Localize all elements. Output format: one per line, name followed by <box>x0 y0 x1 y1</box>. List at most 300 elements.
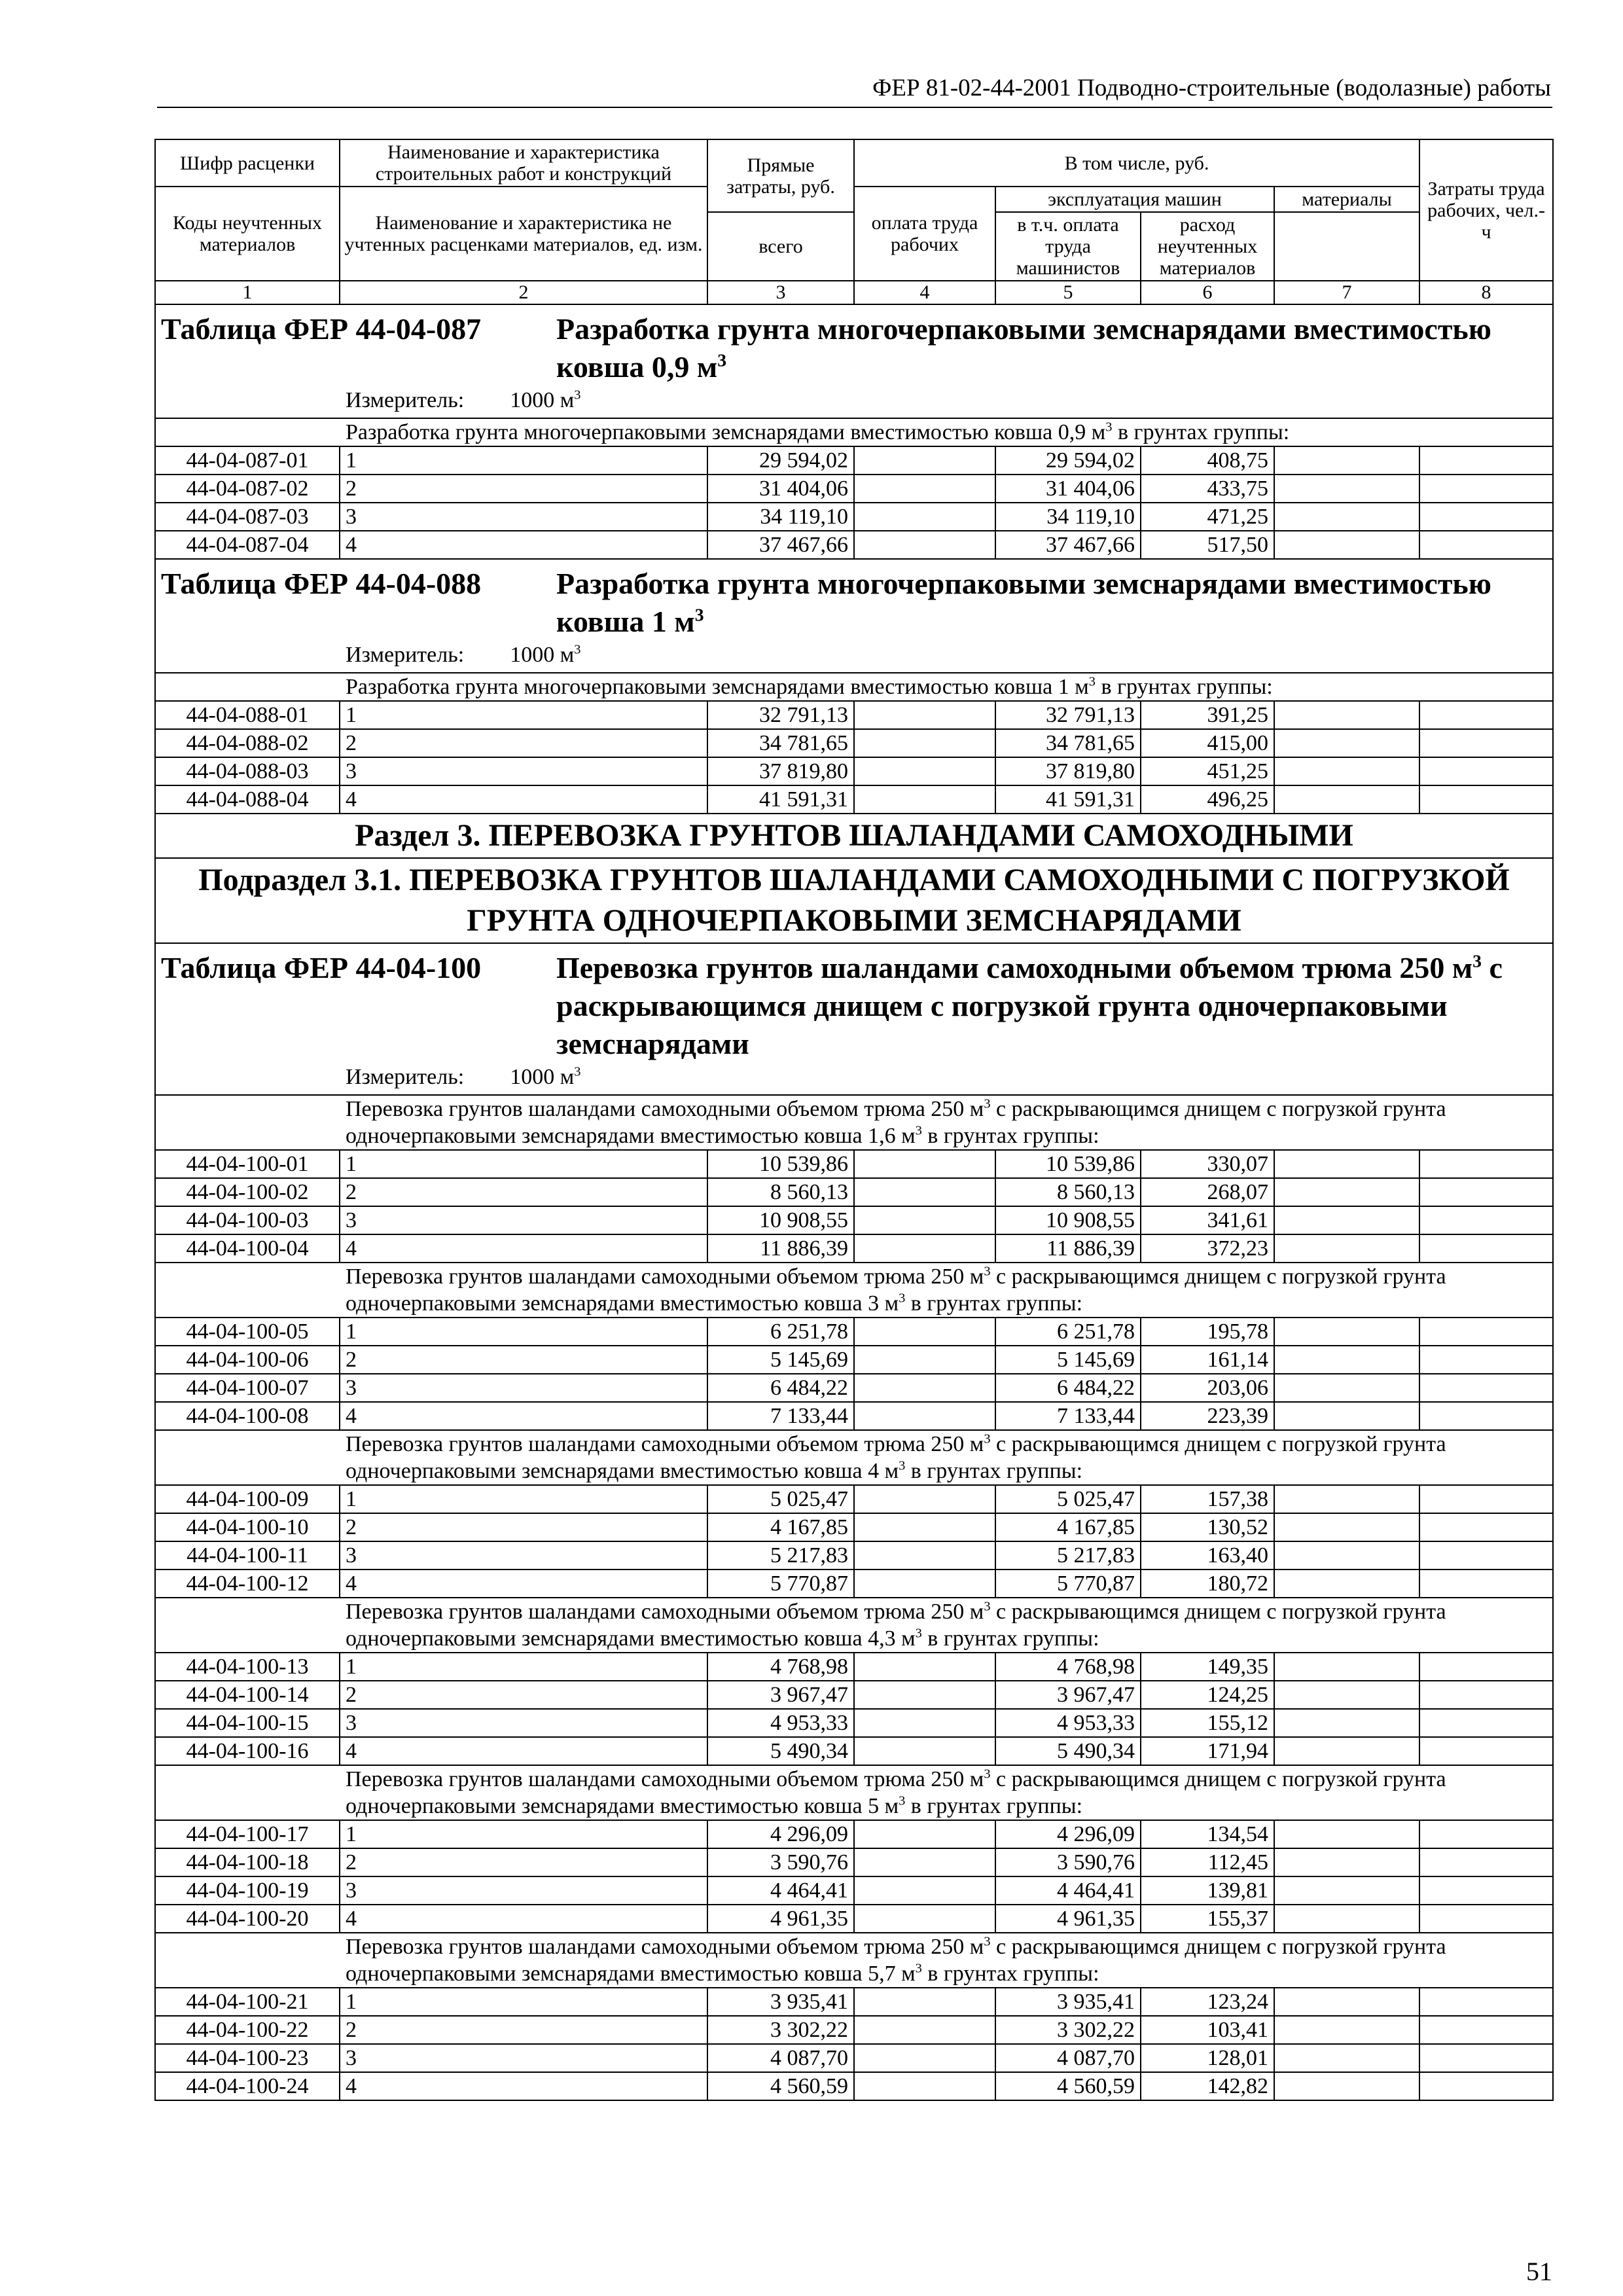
direct-cost: 4 087,70 <box>707 2044 854 2072</box>
machinist-pay: 155,37 <box>1141 1905 1274 1933</box>
table-row <box>155 2044 1553 2072</box>
measure-line <box>161 386 1547 415</box>
machinist-pay: 163,40 <box>1141 1541 1274 1570</box>
direct-cost: 11 886,39 <box>707 1234 854 1263</box>
group-cell <box>155 673 1553 701</box>
rate-name: 1 <box>340 1485 707 1513</box>
rate-name: 3 <box>340 1541 707 1570</box>
machine-cost: 5 217,83 <box>995 1541 1141 1570</box>
machinist-pay: 123,24 <box>1141 1988 1274 2016</box>
machinist-pay: 155,12 <box>1141 1709 1274 1737</box>
page-number: 51 <box>1526 2257 1552 2286</box>
materials-cost <box>1274 1374 1419 1402</box>
measure-label: Измеритель: <box>346 388 465 412</box>
measure-value <box>464 388 580 412</box>
machine-cost: 11 886,39 <box>995 1234 1141 1263</box>
table-body <box>155 304 1553 2100</box>
rate-code: 44-04-100-13 <box>155 1653 340 1681</box>
col-machines-header: эксплуатация машин <box>995 187 1274 212</box>
rate-code: 44-04-100-10 <box>155 1513 340 1541</box>
materials-cost <box>1274 1737 1419 1765</box>
table-row <box>155 1513 1553 1541</box>
group-text-after: в грунтах группы: <box>1112 420 1290 444</box>
machinist-pay: 372,23 <box>1141 1234 1274 1263</box>
materials-cost <box>1274 2044 1419 2072</box>
rate-name: 1 <box>340 1820 707 1848</box>
materials-cost <box>1274 1234 1419 1263</box>
labor-hours <box>1419 1206 1553 1234</box>
rate-name: 1 <box>340 1318 707 1346</box>
materials-cost <box>1274 1513 1419 1541</box>
rate-name: 2 <box>340 2016 707 2044</box>
labor-hours <box>1419 1681 1553 1709</box>
table-row <box>155 1820 1553 1848</box>
labor-pay <box>854 1541 995 1570</box>
table-row <box>155 1178 1553 1206</box>
labor-hours <box>1419 1848 1553 1876</box>
rate-code: 44-04-100-18 <box>155 1848 340 1876</box>
col-number: 7 <box>1274 281 1419 304</box>
rate-name: 2 <box>340 1848 707 1876</box>
direct-cost: 4 961,35 <box>707 1905 854 1933</box>
labor-pay <box>854 1570 995 1598</box>
labor-hours <box>1419 1541 1553 1570</box>
materials-cost <box>1274 1485 1419 1513</box>
group-row <box>155 1598 1553 1653</box>
machine-cost: 5 025,47 <box>995 1485 1141 1513</box>
group-text-after: в грунтах группы: <box>921 1962 1099 1986</box>
section-heading: Подраздел 3.1. ПЕРЕВОЗКА ГРУНТОВ ШАЛАНДАМИ САМОХОДНЫМИ С ПОГРУЗКОЙ ГРУНТА ОДНОЧЕРПАКОВЫМИ ЗЕМСНАРЯДАМИ <box>155 858 1553 943</box>
machinist-pay: 451,25 <box>1141 757 1274 785</box>
materials-cost <box>1274 1681 1419 1709</box>
machine-cost: 41 591,31 <box>995 785 1141 814</box>
group-sup: 3 <box>915 1961 922 1976</box>
machinist-pay: 433,75 <box>1141 475 1274 503</box>
group-cell <box>155 1430 1553 1485</box>
machine-cost: 3 302,22 <box>995 2016 1141 2044</box>
machine-cost: 4 768,98 <box>995 1653 1141 1681</box>
table-row <box>155 1541 1553 1570</box>
group-sup: 3 <box>899 1458 906 1473</box>
machine-cost: 4 167,85 <box>995 1513 1141 1541</box>
table-head <box>155 139 1553 304</box>
group-caption <box>161 1598 1547 1652</box>
machine-cost: 3 590,76 <box>995 1848 1141 1876</box>
direct-cost: 4 296,09 <box>707 1820 854 1848</box>
labor-pay <box>854 701 995 729</box>
table-row <box>155 1653 1553 1681</box>
labor-pay <box>854 785 995 814</box>
group-row <box>155 1095 1553 1150</box>
table-title-row <box>155 559 1553 673</box>
group-caption <box>161 673 1547 700</box>
group-sup: 3 <box>1105 420 1113 435</box>
labor-hours <box>1419 2044 1553 2072</box>
table-name-after: с раскрывающимся днищем с погрузкой грунта одночерпаковыми земснарядами <box>556 951 1503 1060</box>
group-sup: 3 <box>1088 674 1096 689</box>
labor-pay <box>854 1681 995 1709</box>
machinist-pay: 171,94 <box>1141 1737 1274 1765</box>
machinist-pay: 408,75 <box>1141 446 1274 475</box>
table-row <box>155 757 1553 785</box>
rate-code: 44-04-100-17 <box>155 1820 340 1848</box>
machine-cost: 29 594,02 <box>995 446 1141 475</box>
section-heading: Раздел 3. ПЕРЕВОЗКА ГРУНТОВ ШАЛАНДАМИ САМОХОДНЫМИ <box>155 814 1553 858</box>
table-name-sup: 3 <box>694 604 704 625</box>
direct-cost: 3 935,41 <box>707 1988 854 2016</box>
group-text: Перевозка грунтов шаландами самоходными объемом трюма 250 м <box>346 1935 984 1959</box>
labor-hours <box>1419 2072 1553 2100</box>
materials-cost <box>1274 1206 1419 1234</box>
table-row <box>155 1346 1553 1374</box>
machinist-pay: 195,78 <box>1141 1318 1274 1346</box>
direct-cost: 4 560,59 <box>707 2072 854 2100</box>
labor-hours <box>1419 1876 1553 1905</box>
machine-cost: 34 781,65 <box>995 729 1141 757</box>
rate-code: 44-04-100-07 <box>155 1374 340 1402</box>
direct-cost: 31 404,06 <box>707 475 854 503</box>
direct-cost: 7 133,44 <box>707 1402 854 1430</box>
rate-name: 3 <box>340 757 707 785</box>
table-title-row <box>155 304 1553 418</box>
labor-hours <box>1419 475 1553 503</box>
table-row <box>155 1402 1553 1430</box>
labor-pay <box>854 1737 995 1765</box>
table-row <box>155 1485 1553 1513</box>
materials-cost <box>1274 1709 1419 1737</box>
table-code: Таблица ФЕР 44-04-088 <box>161 567 482 600</box>
labor-hours <box>1419 446 1553 475</box>
rate-code: 44-04-088-02 <box>155 729 340 757</box>
labor-hours <box>1419 1653 1553 1681</box>
labor-hours <box>1419 1178 1553 1206</box>
rate-code: 44-04-100-23 <box>155 2044 340 2072</box>
table-row <box>155 701 1553 729</box>
col-materials-header: материалы <box>1274 187 1419 212</box>
labor-pay <box>854 1178 995 1206</box>
labor-hours <box>1419 1485 1553 1513</box>
group-row <box>155 1263 1553 1318</box>
table-name-text: Перевозка грунтов шаландами самоходными объемом трюма 250 м <box>556 951 1473 984</box>
group-text: Перевозка грунтов шаландами самоходными объемом трюма 250 м <box>346 1600 984 1624</box>
col-materials-sub-header: расход неучтенных материалов <box>1141 212 1274 281</box>
measure-value <box>464 1065 580 1089</box>
labor-pay <box>854 1513 995 1541</box>
group-cell <box>155 1095 1553 1150</box>
rate-name: 2 <box>340 729 707 757</box>
table-row <box>155 729 1553 757</box>
machine-cost: 10 539,86 <box>995 1150 1141 1178</box>
table-title-cell <box>155 943 1553 1095</box>
rates-table <box>154 139 1554 2101</box>
machinist-pay: 330,07 <box>1141 1150 1274 1178</box>
measure-value-text: 1000 м <box>510 643 575 667</box>
col-machinists-header: в т.ч. оплата труда машинистов <box>995 212 1141 281</box>
labor-pay <box>854 1820 995 1848</box>
group-text-after: в грунтах группы: <box>1095 675 1273 699</box>
rate-name: 2 <box>340 1513 707 1541</box>
table-title-cell <box>155 304 1553 418</box>
labor-pay <box>854 1150 995 1178</box>
measure-label: Измеритель: <box>346 643 465 667</box>
labor-pay <box>854 1374 995 1402</box>
machinist-pay: 415,00 <box>1141 729 1274 757</box>
labor-pay <box>854 1485 995 1513</box>
table-row <box>155 475 1553 503</box>
table-title <box>161 310 1547 386</box>
labor-hours <box>1419 1318 1553 1346</box>
direct-cost: 37 819,80 <box>707 757 854 785</box>
group-caption <box>161 1096 1547 1149</box>
machine-cost: 3 967,47 <box>995 1681 1141 1709</box>
group-text-after: в грунтах группы: <box>905 1794 1083 1818</box>
col-number: 1 <box>155 281 340 304</box>
machine-cost: 6 484,22 <box>995 1374 1141 1402</box>
group-caption <box>161 1933 1547 1987</box>
labor-hours <box>1419 1709 1553 1737</box>
rate-name: 4 <box>340 1737 707 1765</box>
direct-cost: 34 119,10 <box>707 503 854 531</box>
direct-cost: 3 302,22 <box>707 2016 854 2044</box>
labor-pay <box>854 2016 995 2044</box>
labor-pay <box>854 1653 995 1681</box>
materials-cost <box>1274 1653 1419 1681</box>
materials-cost <box>1274 1570 1419 1598</box>
labor-pay <box>854 1876 995 1905</box>
table-row <box>155 1905 1553 1933</box>
labor-pay <box>854 1988 995 2016</box>
labor-hours <box>1419 1570 1553 1598</box>
labor-pay <box>854 757 995 785</box>
direct-cost: 3 967,47 <box>707 1681 854 1709</box>
rate-code: 44-04-100-01 <box>155 1150 340 1178</box>
labor-hours <box>1419 1513 1553 1541</box>
table-name <box>556 310 1547 386</box>
machinist-pay: 496,25 <box>1141 785 1274 814</box>
labor-hours <box>1419 1820 1553 1848</box>
labor-hours <box>1419 503 1553 531</box>
table-row <box>155 1848 1553 1876</box>
group-text-after: в грунтах группы: <box>921 1124 1099 1148</box>
rate-code: 44-04-088-03 <box>155 757 340 785</box>
machinist-pay: 149,35 <box>1141 1653 1274 1681</box>
group-text-after: с раскрывающимся днищем с погрузкой грунта одночерпаковыми земснарядами вместимостью ковша 5,7 м <box>346 1935 1446 1986</box>
measure-value <box>464 643 580 667</box>
machine-cost: 5 770,87 <box>995 1570 1141 1598</box>
materials-cost <box>1274 1346 1419 1374</box>
direct-cost: 37 467,66 <box>707 531 854 559</box>
group-caption <box>161 1263 1547 1317</box>
machine-cost: 5 490,34 <box>995 1737 1141 1765</box>
col-machines-total-header: всего <box>707 212 854 281</box>
table-name-text: Разработка грунта многочерпаковыми земснарядами вместимостью ковша 0,9 м <box>556 312 1491 384</box>
table-code: Таблица ФЕР 44-04-100 <box>161 951 482 984</box>
col-code-header: Шифр расценки <box>155 139 340 187</box>
rate-code: 44-04-100-21 <box>155 1988 340 2016</box>
materials-cost <box>1274 729 1419 757</box>
direct-cost: 5 145,69 <box>707 1346 854 1374</box>
group-sup: 3 <box>899 1291 906 1306</box>
machine-cost: 37 819,80 <box>995 757 1141 785</box>
machinist-pay: 180,72 <box>1141 1570 1274 1598</box>
rate-code: 44-04-100-24 <box>155 2072 340 2100</box>
rate-name: 2 <box>340 475 707 503</box>
group-text: Перевозка грунтов шаландами самоходными объемом трюма 250 м <box>346 1265 984 1289</box>
table-row <box>155 1234 1553 1263</box>
labor-hours <box>1419 2016 1553 2044</box>
measure-line <box>161 1063 1547 1092</box>
rate-code: 44-04-100-19 <box>155 1876 340 1905</box>
labor-pay <box>854 446 995 475</box>
table-row <box>155 1206 1553 1234</box>
rate-name: 4 <box>340 2072 707 2100</box>
group-cell <box>155 418 1553 446</box>
labor-hours <box>1419 531 1553 559</box>
rate-name: 3 <box>340 1206 707 1234</box>
group-sup: 3 <box>984 1264 991 1279</box>
labor-pay <box>854 475 995 503</box>
materials-cost <box>1274 701 1419 729</box>
labor-pay <box>854 1346 995 1374</box>
group-text-after: с раскрывающимся днищем с погрузкой грунта одночерпаковыми земснарядами вместимостью ковша 1,6 м <box>346 1097 1446 1148</box>
labor-hours <box>1419 757 1553 785</box>
rate-code: 44-04-088-04 <box>155 785 340 814</box>
direct-cost: 6 251,78 <box>707 1318 854 1346</box>
group-cell <box>155 1933 1553 1988</box>
group-sup: 3 <box>984 1431 991 1446</box>
rate-name: 3 <box>340 1709 707 1737</box>
labor-pay <box>854 1848 995 1876</box>
col-number: 2 <box>340 281 707 304</box>
materials-cost <box>1274 2072 1419 2100</box>
group-cell <box>155 1598 1553 1653</box>
table-title-cell <box>155 559 1553 673</box>
materials-cost <box>1274 1905 1419 1933</box>
table-row <box>155 446 1553 475</box>
table-row <box>155 1988 1553 2016</box>
measure-line <box>161 641 1547 670</box>
direct-cost: 32 791,13 <box>707 701 854 729</box>
direct-cost: 4 768,98 <box>707 1653 854 1681</box>
group-text-after: в грунтах группы: <box>905 1291 1083 1316</box>
group-caption <box>161 419 1547 446</box>
machine-cost: 4 296,09 <box>995 1820 1141 1848</box>
direct-cost: 10 539,86 <box>707 1150 854 1178</box>
labor-hours <box>1419 1905 1553 1933</box>
machine-cost: 7 133,44 <box>995 1402 1141 1430</box>
machine-cost: 4 464,41 <box>995 1876 1141 1905</box>
group-sup: 3 <box>984 1767 991 1782</box>
direct-cost: 4 464,41 <box>707 1876 854 1905</box>
rate-code: 44-04-087-01 <box>155 446 340 475</box>
table-row <box>155 1318 1553 1346</box>
table-title-row <box>155 943 1553 1095</box>
machine-cost: 5 145,69 <box>995 1346 1141 1374</box>
group-caption <box>161 1431 1547 1484</box>
group-text-after: с раскрывающимся днищем с погрузкой грунта одночерпаковыми земснарядами вместимостью ковша 3 м <box>346 1265 1446 1316</box>
machinist-pay: 157,38 <box>1141 1485 1274 1513</box>
measure-value-sup: 3 <box>574 387 581 403</box>
machinist-pay: 341,61 <box>1141 1206 1274 1234</box>
table-row <box>155 1737 1553 1765</box>
table-row <box>155 785 1553 814</box>
machinist-pay: 112,45 <box>1141 1848 1274 1876</box>
labor-pay <box>854 729 995 757</box>
machinist-pay: 203,06 <box>1141 1374 1274 1402</box>
machine-cost: 4 953,33 <box>995 1709 1141 1737</box>
group-text: Перевозка грунтов шаландами самоходными объемом трюма 250 м <box>346 1097 984 1121</box>
materials-cost <box>1274 1876 1419 1905</box>
col-name-header: Наименование и характеристика строительных работ и конструкций <box>340 139 707 187</box>
direct-cost: 34 781,65 <box>707 729 854 757</box>
materials-cost <box>1274 757 1419 785</box>
group-sup: 3 <box>984 1934 991 1949</box>
machinist-pay: 124,25 <box>1141 1681 1274 1709</box>
rate-code: 44-04-100-20 <box>155 1905 340 1933</box>
rate-code: 44-04-100-15 <box>155 1709 340 1737</box>
rate-code: 44-04-100-22 <box>155 2016 340 2044</box>
labor-pay <box>854 1318 995 1346</box>
table-code: Таблица ФЕР 44-04-087 <box>161 312 482 346</box>
rate-name: 4 <box>340 1905 707 1933</box>
table-name-text: Разработка грунта многочерпаковыми земснарядами вместимостью ковша 1 м <box>556 567 1491 638</box>
rate-code: 44-04-100-03 <box>155 1206 340 1234</box>
table-name-sup: 3 <box>717 350 727 370</box>
table-name <box>556 565 1547 641</box>
machinist-pay: 139,81 <box>1141 1876 1274 1905</box>
table-row <box>155 1150 1553 1178</box>
table-row <box>155 1876 1553 1905</box>
col-name-subheader: Наименование и характеристика не учтенных расценками материалов, ед. изм. <box>340 187 707 281</box>
col-number: 6 <box>1141 281 1274 304</box>
rate-code: 44-04-100-08 <box>155 1402 340 1430</box>
labor-pay <box>854 1905 995 1933</box>
labor-hours <box>1419 1150 1553 1178</box>
rate-name: 2 <box>340 1346 707 1374</box>
labor-pay <box>854 1402 995 1430</box>
machinist-pay: 391,25 <box>1141 701 1274 729</box>
group-text-after: с раскрывающимся днищем с погрузкой грунта одночерпаковыми земснарядами вместимостью ковша 4,3 м <box>346 1600 1446 1651</box>
labor-hours <box>1419 1402 1553 1430</box>
rate-code: 44-04-100-12 <box>155 1570 340 1598</box>
materials-cost <box>1274 531 1419 559</box>
machine-cost: 3 935,41 <box>995 1988 1141 2016</box>
materials-cost <box>1274 1988 1419 2016</box>
labor-pay <box>854 503 995 531</box>
group-sup: 3 <box>984 1599 991 1614</box>
measure-value-sup: 3 <box>574 1064 581 1079</box>
direct-cost: 8 560,13 <box>707 1178 854 1206</box>
rate-code: 44-04-087-04 <box>155 531 340 559</box>
rates-sheet <box>154 139 1552 2101</box>
materials-cost <box>1274 475 1419 503</box>
labor-pay <box>854 531 995 559</box>
machine-cost: 4 087,70 <box>995 2044 1141 2072</box>
section-row <box>155 814 1553 858</box>
rate-name: 4 <box>340 1234 707 1263</box>
rate-name: 1 <box>340 701 707 729</box>
group-sup: 3 <box>915 1123 922 1138</box>
direct-cost: 5 490,34 <box>707 1737 854 1765</box>
rate-name: 2 <box>340 1178 707 1206</box>
direct-cost: 4 167,85 <box>707 1513 854 1541</box>
direct-cost: 5 025,47 <box>707 1485 854 1513</box>
rate-name: 3 <box>340 1876 707 1905</box>
direct-cost: 4 953,33 <box>707 1709 854 1737</box>
col-number: 8 <box>1419 281 1553 304</box>
materials-cost <box>1274 1318 1419 1346</box>
labor-hours <box>1419 729 1553 757</box>
